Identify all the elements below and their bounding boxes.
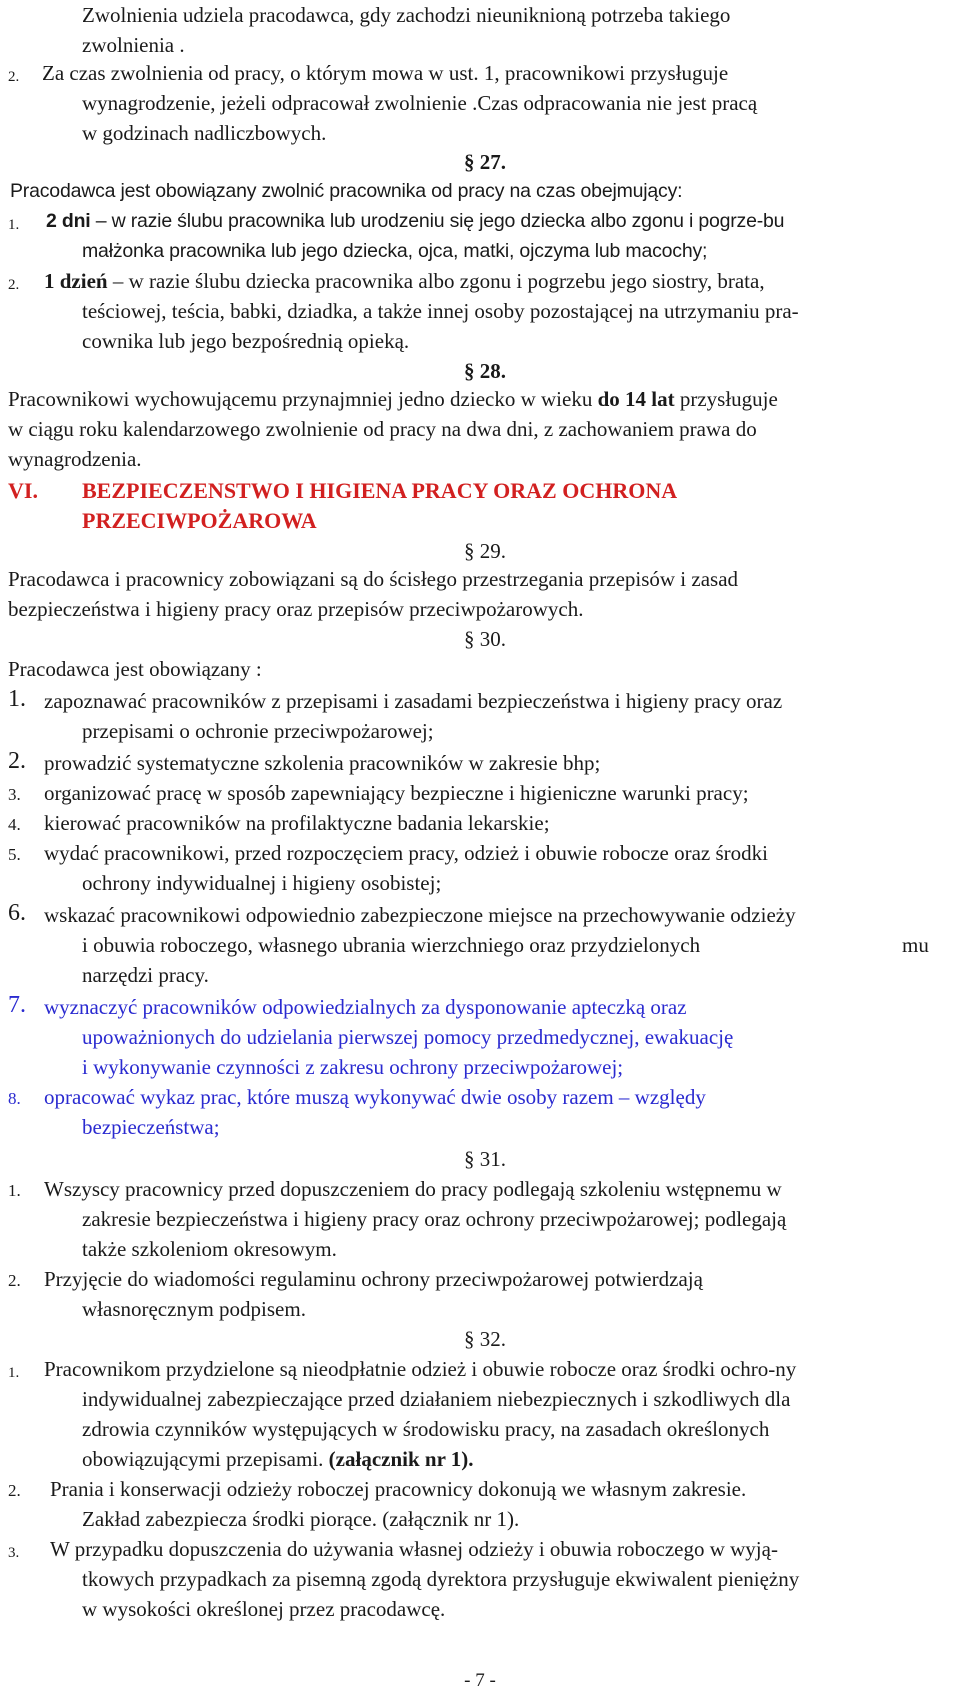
text-line: wyznaczyć pracowników odpowiedzialnych za dysponowanie apteczką oraz <box>44 995 687 1019</box>
page-number: - 7 - <box>464 1670 496 1691</box>
bold-text: 1 dzień <box>44 269 108 293</box>
text-line: także szkoleniom okresowym. <box>82 1237 337 1261</box>
list-number: 4. <box>8 815 21 834</box>
text-line: i wykonywanie czynności z zakresu ochrony przeciwpożarowej; <box>82 1055 624 1079</box>
list-number: 2. <box>8 748 26 774</box>
text-line: Zakład zabezpiecza środki piorące. (załącznik nr 1). <box>82 1507 520 1531</box>
text-line: opracować wykaz prac, które muszą wykonywać dwie osoby razem – względy <box>44 1085 706 1109</box>
text-line: przepisami o ochronie przeciwpożarowej; <box>82 719 434 743</box>
text-line: mu <box>902 933 929 957</box>
text-line: narzędzi pracy. <box>82 963 209 987</box>
text-line: w ciągu roku kalendarzowego zwolnienie od pracy na dwa dni, z zachowaniem prawa do <box>8 417 757 441</box>
text-line: w wysokości określonej przez pracodawcę. <box>82 1597 446 1621</box>
text-line: wskazać pracownikowi odpowiednio zabezpieczone miejsce na przechowywanie odzieży <box>44 903 796 927</box>
section-number: VI. <box>8 478 38 503</box>
text-line: kierować pracowników na profilaktyczne badania lekarskie; <box>44 811 550 835</box>
text-line: Pracodawca i pracownicy zobowiązani są do ścisłego przestrzegania przepisów i zasad <box>8 567 739 591</box>
text-line: bezpieczeństwa; <box>82 1115 220 1139</box>
text-line: zwolnienia . <box>82 33 185 57</box>
list-number: 1. <box>8 686 26 712</box>
text-line: wydać pracownikowi, przed rozpoczęciem pracy, odzież i obuwie robocze oraz środki <box>44 841 768 865</box>
text-line: zakresie bezpieczeństwa i higieny pracy oraz ochrony przeciwpożarowej; podlegają <box>82 1207 787 1231</box>
text-line: tkowych przypadkach za pisemną zgodą dyrektora przysługuje ekwiwalent pieniężny <box>82 1567 800 1591</box>
text-line: ochrony indywidualnej i higieny osobistej; <box>82 871 442 895</box>
text-line: Za czas zwolnienia od pracy, o którym mowa w ust. 1, pracownikowi przysługuje <box>42 61 729 85</box>
text-line: obowiązującymi przepisami. (załącznik nr 1). <box>82 1447 474 1471</box>
text-line: zapoznawać pracowników z przepisami i zasadami bezpieczeństwa i higieny pracy oraz <box>44 689 783 713</box>
list-number: 2. <box>8 69 20 85</box>
text-line: wynagrodzenia. <box>8 447 142 471</box>
list-number: 1. <box>8 217 20 233</box>
bold-text: do 14 lat <box>597 387 675 411</box>
text-line: 2 dni – w razie ślubu pracownika lub urodzeniu się jego dziecka albo zgonu i pogrze-bu <box>46 210 785 232</box>
text-line: Pracodawca jest obowiązany : <box>8 657 262 681</box>
list-number: 5. <box>8 845 21 864</box>
text-line: Pracodawca jest obowiązany zwolnić pracownika od pracy na czas obejmujący: <box>10 180 683 202</box>
text-line: Pracownikom przydzielone są nieodpłatnie odzież i obuwie robocze oraz środki ochro-ny <box>44 1357 797 1381</box>
section-title: PRZECIWPOŻAROWA <box>82 508 317 533</box>
text-line: Przyjęcie do wiadomości regulaminu ochrony przeciwpożarowej potwierdzają <box>44 1267 703 1291</box>
section-title: BEZPIECZENSTWO I HIGIENA PRACY ORAZ OCHRONA <box>82 478 678 503</box>
list-number: 3. <box>8 785 21 804</box>
list-number: 2. <box>8 277 20 293</box>
text-line: zdrowia czynników występujących w środowisku pracy, na zasadach określonych <box>82 1417 770 1441</box>
text-line: prowadzić systematyczne szkolenia pracowników w zakresie bhp; <box>44 751 601 775</box>
text-line: W przypadku dopuszczenia do używania własnej odzieży i obuwia roboczego w wyją- <box>50 1537 778 1561</box>
text-line: 1 dzień – w razie ślubu dziecka pracownika albo zgonu i pogrzebu jego siostry, brata, <box>44 269 765 293</box>
text-line: upoważnionych do udzielania pierwszej pomocy przedmedycznej, ewakuację <box>82 1025 734 1049</box>
text-line: bezpieczeństwa i higieny pracy oraz przepisów przeciwpożarowych. <box>8 597 584 621</box>
text-line: i obuwia roboczego, własnego ubrania wierzchniego oraz przydzielonych <box>82 933 701 957</box>
list-number: 3. <box>8 1545 20 1561</box>
text-line: małżonka pracownika lub jego dziecka, ojca, matki, ojczyma lub macochy; <box>82 240 708 262</box>
text-line: Prania i konserwacji odzieży roboczej pracownicy dokonują we własnym zakresie. <box>50 1477 747 1501</box>
paragraph-heading-27: § 27. <box>464 150 506 174</box>
list-number: 7. <box>8 992 26 1018</box>
text-line: cownika lub jego bezpośrednią opieką. <box>82 329 410 353</box>
text-line: Wszyscy pracownicy przed dopuszczeniem do pracy podlegają szkoleniu wstępnemu w <box>44 1177 782 1201</box>
text-line: Pracownikowi wychowującemu przynajmniej jedno dziecko w wieku do 14 lat przysługuje <box>8 387 778 411</box>
bold-text: 2 dni <box>46 210 91 232</box>
text-line: indywidualnej zabezpieczające przed działaniem niebezpiecznych i szkodliwych dla <box>82 1387 791 1411</box>
paragraph-heading-31: § 31. <box>464 1147 506 1171</box>
list-number: 2. <box>8 1271 21 1290</box>
text-line: własnoręcznym podpisem. <box>82 1297 306 1321</box>
text-line: Zwolnienia udziela pracodawca, gdy zachodzi nieuniknioną potrzeba takiego <box>82 3 731 27</box>
paragraph-heading-29: § 29. <box>464 539 506 563</box>
paragraph-heading-30: § 30. <box>464 627 506 651</box>
list-number: 6. <box>8 900 26 926</box>
text-line: teściowej, teścia, babki, dziadka, a także innej osoby pozostającej na utrzymaniu pra- <box>82 299 799 323</box>
list-number: 1. <box>8 1365 20 1381</box>
bold-text: (załącznik nr 1). <box>328 1447 474 1471</box>
list-number: 1. <box>8 1181 21 1200</box>
text-line: organizować pracę w sposób zapewniający bezpieczne i higieniczne warunki pracy; <box>44 781 749 805</box>
list-number: 2. <box>8 1481 21 1500</box>
text-line: w godzinach nadliczbowych. <box>82 121 327 145</box>
paragraph-heading-32: § 32. <box>464 1327 506 1351</box>
text-line: wynagrodzenie, jeżeli odpracował zwolnienie .Czas odpracowania nie jest pracą <box>82 91 758 115</box>
list-number: 8. <box>8 1089 21 1108</box>
paragraph-heading-28: § 28. <box>464 359 506 383</box>
